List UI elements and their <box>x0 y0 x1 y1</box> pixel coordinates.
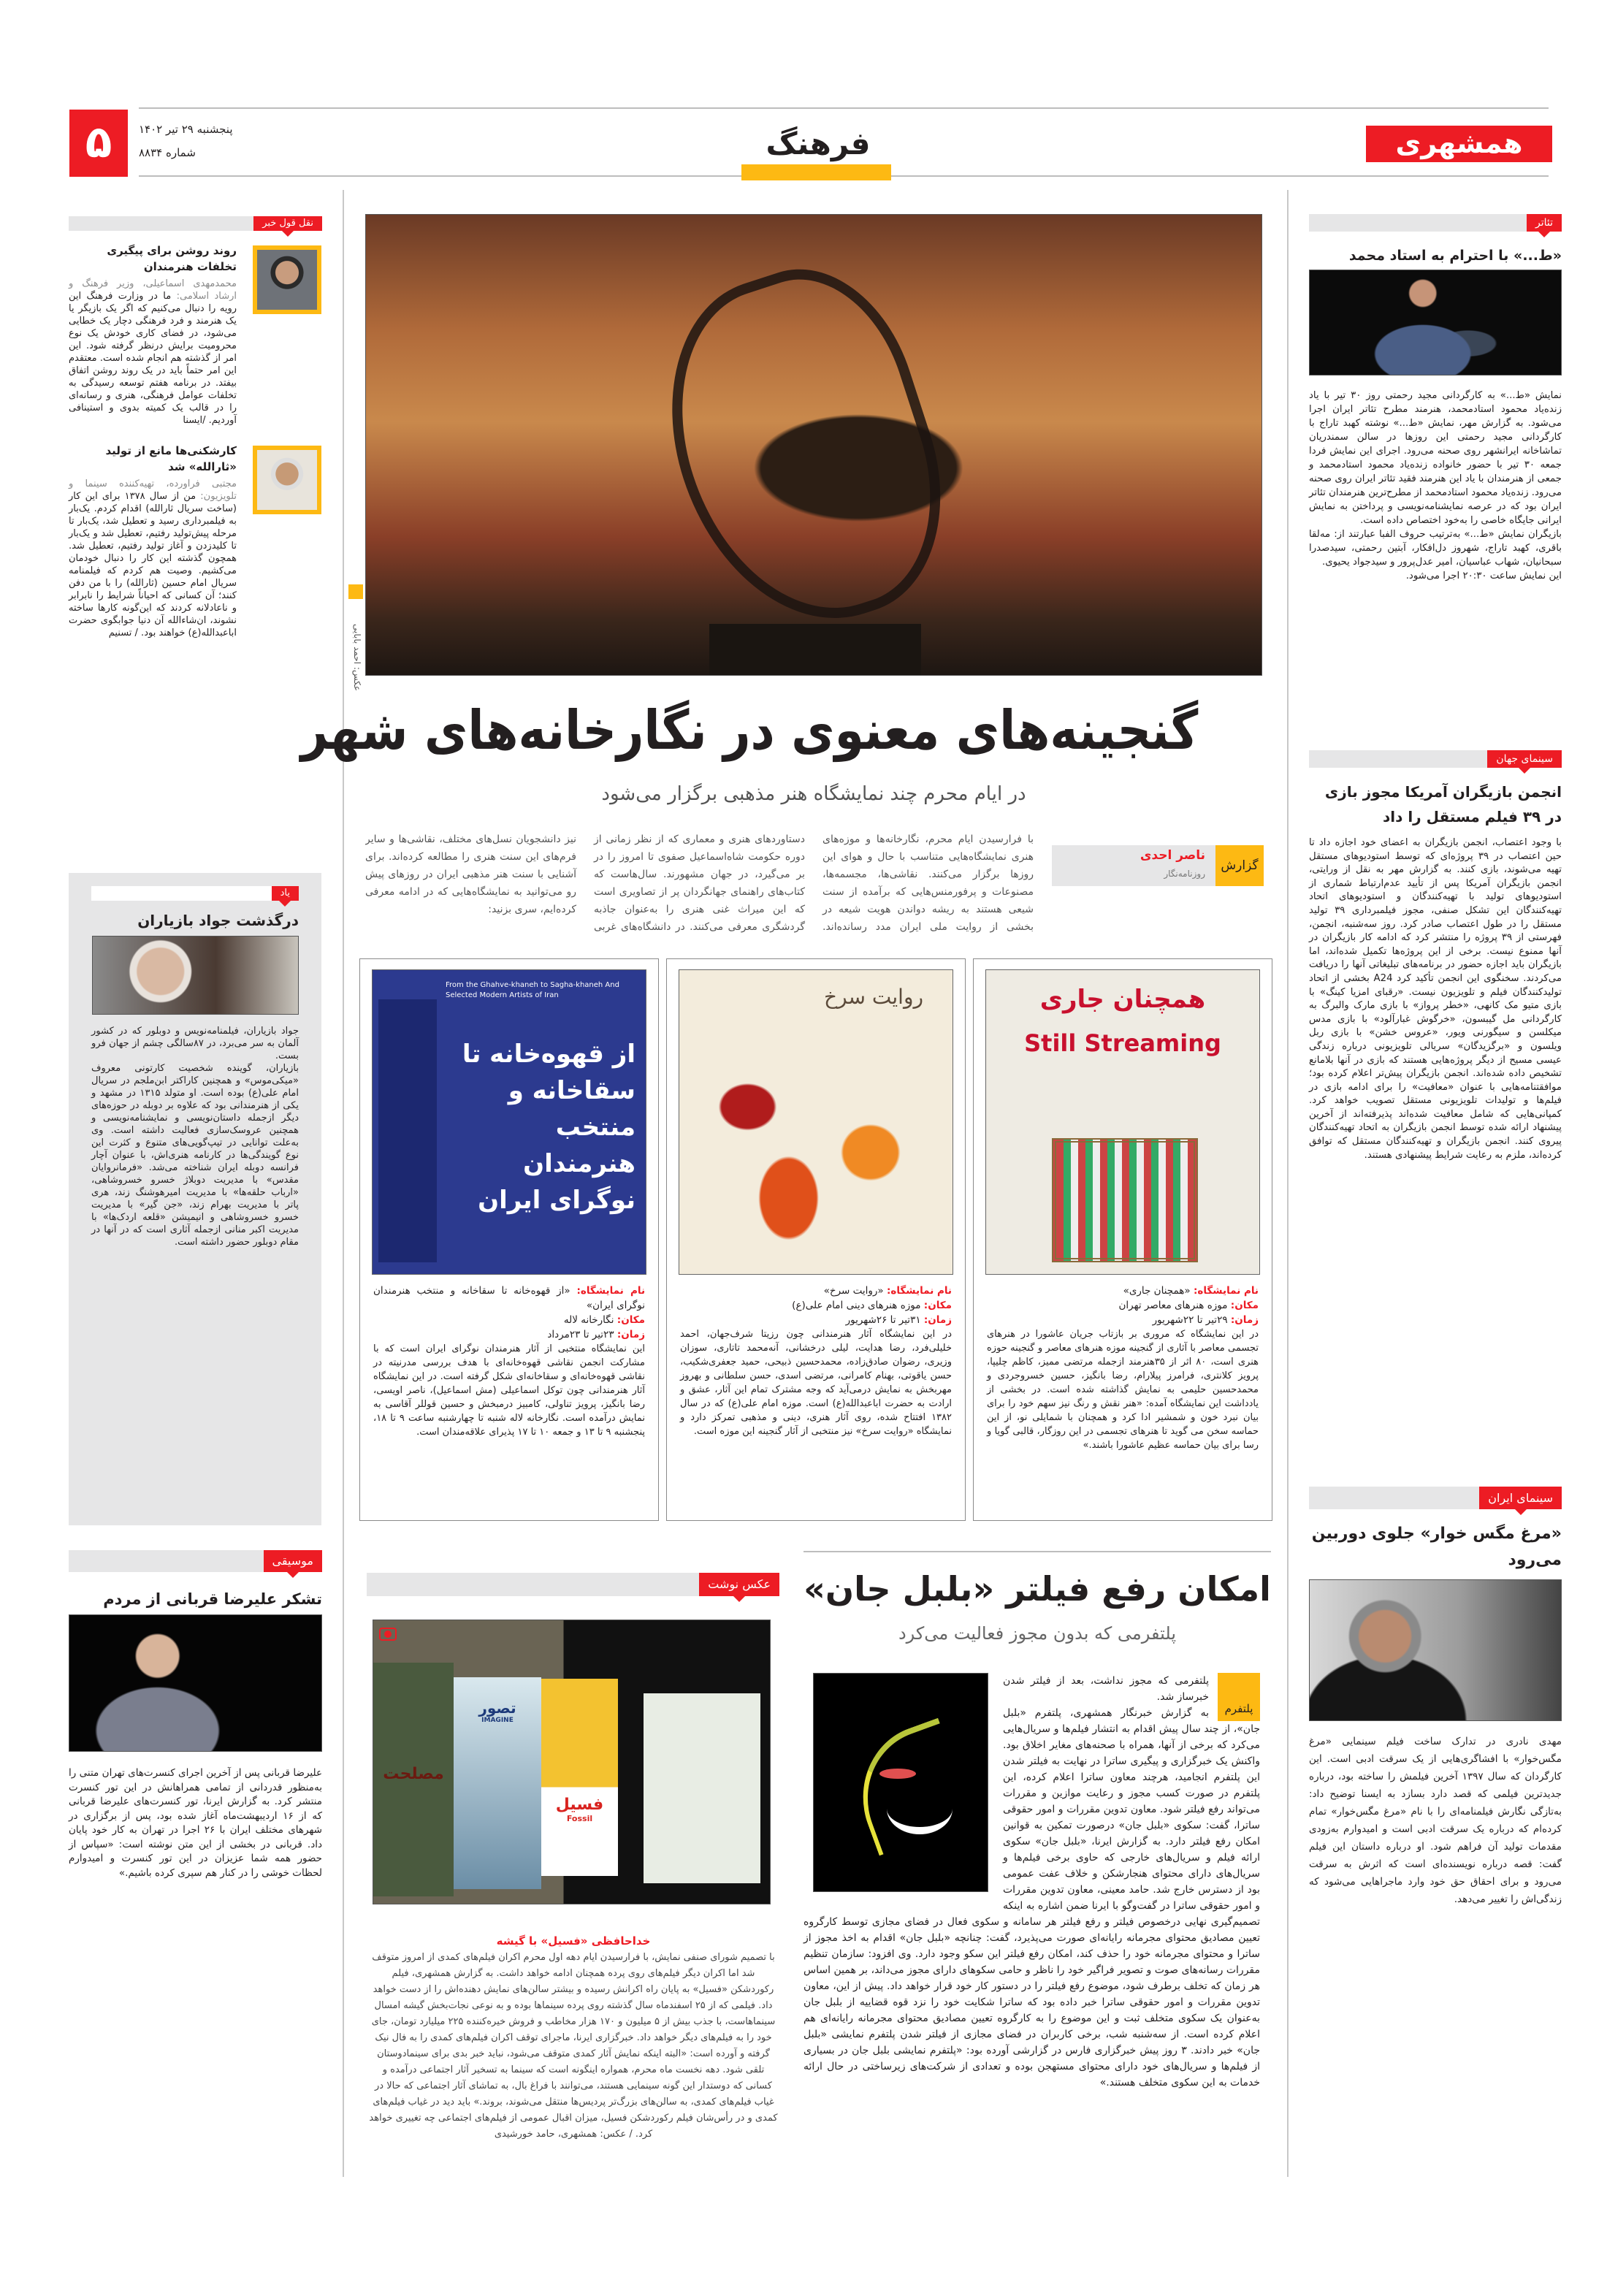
yad-box <box>69 873 321 1525</box>
bulbul-lead: پلتفرمی که مجوز نداشت، بعد از فیلتر شدن خبرساز شد. <box>1003 1675 1209 1703</box>
author-name: ناصر احدی <box>1140 848 1205 863</box>
field-label: نام نمایشگاه: <box>1193 1285 1259 1297</box>
report-kicker: گزارش <box>1215 845 1264 886</box>
exhibition-place: موزه هنرهای دینی امام علی(ع) <box>792 1300 921 1311</box>
poster-title-fa: همچنان جاری <box>1039 985 1206 1014</box>
music-headline: تشکر علیرضا قربانی از مردم <box>103 1590 322 1608</box>
poster-tasavor <box>454 1677 541 1889</box>
quotes-list <box>69 243 321 655</box>
main-headline: گنجینه‌های معنوی در نگارخانه‌های شهر <box>300 699 1199 762</box>
issue-number: شماره ۸۸۳۴ <box>139 146 196 159</box>
theater-headline: «ط...» با احترام به استاد محمد <box>1348 248 1562 264</box>
theater-photo <box>1309 270 1562 375</box>
field-label: زمان: <box>923 1314 952 1326</box>
section-label-photo-essay <box>367 1573 779 1596</box>
field-label: مکان: <box>617 1314 645 1326</box>
avatar-faravardeh <box>253 446 321 514</box>
poster-title-fa: از قهوه‌خانه تا سقاخانه و منتخب هنرمندان نوگرای ایران <box>462 1040 635 1215</box>
section-title: فرهنگ <box>766 126 871 161</box>
theater-paragraph: بازیگران نمایش «ط...» به‌ترتیب حروف الفبا عبارتند از: مه‌لقا باقری، کهبد تاراج، شهروز دل‌افکار، آبتین رحمتی، سیدصدرا سبحانیان، شهاب عباسیان، امیر عدل‌پرور و سیدجواد یحیوی. <box>1309 529 1562 568</box>
poster-maslahat: مصلحت <box>373 1663 454 1896</box>
yad-paragraph: جواد بازیاران، فیلمنامه‌نویس و دوبلور که در کشور آلمان به سر می‌برد، در ۸۷سالگی چشم از جهان فرو بست. <box>91 1026 299 1061</box>
bulbul-subtitle-wrap <box>804 1623 1271 1652</box>
camera-icon <box>379 1628 397 1641</box>
photo-caption: با تصمیم شورای صنفی نمایش، با فرارسیدن ایام دهه اول محرم اکران فیلم‌های کمدی از امروز متوقف شد اما اکران دیگر فیلم‌های روی پرده همچنان ادامه خواهد داشت. به گزارش همشهری، فیلم رکوردشکن «فسیل» به پایان راه اکرانش رسیده و بیشتر سالن‌های نمایش دهنده‌اش را از دست خواهد داد. فیلمی که از ۲۵ اسفندماه سال گذشته روی پرده سینماها بوده و به نوعی نجات‌بخش گیشه امسال سینماهاست، با جذب بیش از ۵ میلیون و ۱۷۰ هزار مخاطب و فروش خیره‌کننده ۲۲۵ میلیارد تومان، جای خود را به فیلم‌های دیگر خواهد داد. خبرگزاری ایرنا، ماجرای توقف اکران فیلم‌های کمدی را به فال نیک گرفته و آورده است: «البته اینکه نمایش آثار کمدی متوقف می‌شود، نباید خبر بدی برای سینمادوستان تلقی شود. دهه نخست ماه محرم، همواره اینگونه است که سینما به تسخیر آثار اجتماعی درآمده و کسانی که دوستدار این گونه سینمایی هستند، می‌توانند با فراغ بال، به تماشای آثار اجتماعی که حالا در غیاب فیلم‌های کمدی، به سالن‌های بزرگ‌تر پردیس‌ها منتقل می‌شوند، بروند.» باید دید در غیاب فیلم‌های کمدی و در رأس‌شان فیلم رکوردشکن فسیل، میزان اقبال عمومی از فیلم‌های اجتماعی چه تغییری خواهد کرد. / عکس: همشهری، حامد خورشیدی <box>369 1952 778 2140</box>
quote-body: من از سال ۱۳۷۸ برای این کار (ساخت سریال ثارالله) اقدام کردم. یک‌بار به فیلمبرداری رسید و تعطیل شد، یک‌بار تا مرحله پیش‌تولید رفتیم، تعطیل شد و یک‌بار تا کلیدزدن و آغاز تولید رفتیم، تعطیل شد. همچون گذشته این کار را دنبال خودمان می‌کشیم. وصیت هم کردم که فیلمنامه سریال امام حسین (ثارالله) را با من دفن کنند؛ آن کسانی که احیاناً شرایط را نابرابر و ناعادلانه کردند که این‌گونه کارها ساخته نشوند، ان‌شاءالله آن دنیا جوابگوی حضرت اباعبدالله(ع) خواهند بود. / تسنیم <box>69 491 237 638</box>
quote-body: ما در وزارت فرهنگ این رویه را دنبال می‌کنیم که اگر یک بازیگر یا یک هنرمند و فرد فرهنگی دچار یک خطایی می‌شود، در فضای کاری خودش یک نوع محرومیت برایش درنظر گرفته شود. این امر از گذشته هم انجام شده است. معتقدم این امر حتماً باید در یک روند روشن اتفاق بیفتد. در برنامه هفتم توسعه رسیدگی به تخلفات عوامل فرهنگی، هنری و رسانه‌ای را در قالب یک کمیته بدوی و استینافی آوردیم. /ایسنا <box>69 291 237 426</box>
quote-speaker: مجتبی فراورده، تهیه‌کننده سینما و تلویزیون: <box>69 478 237 502</box>
exhibition-name: «همچنان جاری» <box>1123 1285 1191 1297</box>
main-intro: با فرارسیدن ایام محرم، نگارخانه‌ها و موزه‌های هنری نمایشگاه‌هایی متناسب با حال و هوای این روزها برگزار می‌کنند. نقاشی‌ها، مجسمه‌ها، مصنوعات و پرفورمنس‌هایی که برآمده از سنت شیعی هستند به ریشه دواندن هویت شیعه در بخشی از روایت ملی ایران مدد رسانده‌اند. دستاوردهای هنری و معماری که از نظر زمانی از دوره حکومت شاه‌اسماعیل صفوی تا امروز را در بر می‌گیرد، در جهان مشهورند. سال‌هاست که کتاب‌های راهنمای جهانگردان پر از تصاویری است که این میراث غنی هنری را به‌عنوان جاذبه گردشگری معرفی می‌کنند. در دانشگاه‌های غربی نیز دانشجویان نسل‌های مختلف، نقاشی‌ها و سایر فرم‌های این سنت هنری را مطالعه کرده‌اند. برای آشنایی با سنت هنر مذهبی ایران در روزهای پیش رو می‌توانید به نمایشگاه‌هایی که در ادامه معرفی کرده‌ایم، سری بزنید: <box>365 834 1034 933</box>
field-label: زمان: <box>617 1329 645 1340</box>
iran-cinema-headline: «مرغ مگس خوار» جلوی دوربین می‌رود <box>1311 1525 1562 1569</box>
poster-title: فسیل <box>555 1796 604 1814</box>
quote-title: روند روشن برای پیگیری تخلفات هنرمندان <box>107 244 237 273</box>
exhibition-time: ۳۱تیر تا ۲۶شهریور <box>845 1314 921 1326</box>
photo-credit-marker <box>348 584 363 599</box>
yad-paragraph: بازیاران، گوینده شخصیت کارتونی معروف «میکی‌موس» و همچنین کاراکتر ابن‌ملجم در سریال امام علی(ع) بوده است. او متولد ۱۳۱۵ در مشهد و یکی از هنرمندانی بود که علاوه بر دوبله در حوزه‌های دیگر ازجمله داستان‌نویسی و نمایشنامه‌نویسی و همچنین عروسک‌سازی فعالیت داشته است. وی به‌علت توانایی در تیپ‌گویی‌های متنوع و کثرت این نوع گویندگی‌ها در کارنامه هنری‌اش، با عنوان آچار فرانسه دوبله ایران شناخته می‌شد. «فرمانروایان مقدس» با مدیریت دوبلاژ خسرو خسروشاهی، «ارباب حلقه‌ها» با مدیریت امیرهوشنگ زند، هری پاتر با مدیریت بهرام زند، «جن گیر» با مدیریت خسرو خسروشاهی و انیمیشن «قلعه اردک‌ها» با مدیریت اکبر منانی ازجمله آثاری است که در آنها در مقام دوبلور حضور داشته است. <box>91 1063 299 1248</box>
issue-date: پنجشنبه ۲۹ تیر ۱۴۰۲ <box>139 123 233 136</box>
exhibition-text: در این نمایشگاه که مروری بر بازتاب جریان عاشورا در هنرهای تجسمی معاصر با آثاری از گنجینه موزه هنرهای معاصر و گنجینه حوزه هنری است، ۸۰ اثر از ۳۵هنرمند ازجمله مرتضی ممیز، کاظم چلیپا، پرویز کلانتری، فرامرز پیلارام، رضا بانگیز، حسین خسروجردی و محمدحسین حلیمی به نمایش گذاشته شده است. در بخشی از یادداشت این نمایشگاه آمده: «هنر نقش و رنگ نیز سهم خود را برای بیان نبرد خون و شمشیر ادا کرد و همچنان با شمایلی نو، از این حماسه سخن می گوید تا هنرهای تجسمی در این روزگار، قالبی گویا و رسا برای بیان حماسه عظیم عاشورا باشند.» <box>987 1329 1259 1451</box>
poster-title-en: From the Ghahve-khaneh to Sagha-khaneh And Selected Modern Artists of Iran <box>446 981 619 999</box>
exhibition-card-ghahvekhaneh <box>359 958 659 1521</box>
theater-body <box>1309 389 1562 583</box>
iran-cinema-section <box>1309 1487 1562 1908</box>
yad-photo-bazyaran <box>92 936 299 1015</box>
section-label-yad <box>91 886 299 901</box>
section-tab: سینمای ایران <box>1479 1487 1562 1509</box>
section-label-world-cinema <box>1309 750 1562 768</box>
section-title-bar <box>741 164 891 180</box>
exhibition-time: ۲۳تیر تا ۲۳مرداد <box>547 1329 614 1340</box>
bulbul-logo-image <box>813 1673 988 1892</box>
section-tab: عکس نوشت <box>699 1573 779 1596</box>
field-label: مکان: <box>1230 1300 1259 1311</box>
quote-item <box>69 243 321 427</box>
yad-headline: درگذشت جواد بازیاران <box>137 912 299 929</box>
theater-paragraph: نمایش «ط...» به کارگردانی مجید رحمتی روز ۳۰ تیر با یاد زنده‌یاد محمود استادمحمد، هنرمند مطرح تئاتر ایران اجرا می‌شود. به گزارش مهر، نمایش «ط...» نوشته کهبد تاراج با کارگردانی مجید رحمتی این روزها در سالن سمندریان تماشاخانه ایرانشهر روی صحنه می‌رود. اجرای این نمایش فردا جمعه ۳۰ تیر با حضور خانواده زنده‌یاد محمود استادمحمد و جمعی از هنرمندان با یاد این هنرمند فقید تئاتر ایران روی صحنه می‌رود. زنده‌یاد محمود استادمحمد از مطرح‌ترین هنرمندان تئاتر ایران بود که در عرصه نمایشنامه‌نویسی و پرداختن به نمایش ایرانی جایگاه خاصی را به‌خود اختصاص داده است. <box>1309 390 1562 526</box>
theater-section <box>1309 214 1562 583</box>
photo-credit: عکس: احمد بابایی <box>352 623 362 691</box>
bulbul-kicker: پلتفرم <box>1218 1673 1260 1721</box>
main-headline-wrap <box>300 690 1262 771</box>
bulbul-body: به گزارش خبرنگار همشهری، پلتفرم «بلبل جان»، از چند سال پیش اقدام به انتشار فیلم‌ها و سریال‌هایی می‌کرد که برخی از آنها، همراه با صحنه‌های مغایر اخلاق بود. واکنش یک خبرگزاری و پیگیری ساترا در نهایت به فیلتر شدن این پلتفرم انجامید، هرچند معاون ساترا اعلام کرده، این پلتفرم در صورت کسب مجوز و رعایت موازین و مقررات می‌تواند رفع فیلتر شود. معاون تدوین مقررات و امور حقوقی ساترا، گفت: سکوی «بلبل جان» درصورت تمکین به قوانین امکان رفع فیلتر دارد. به گزارش ایرنا، «بلبل جان» سکوی ارائه فیلم و سریال‌های خارجی که حاوی برخی فیلم‌ها و سریال‌های دارای محتوای هنجارشکن و خلاف عفت عمومی بود از دسترس خارج شد. حامد معینی، معاون تدوین مقررات و امور حقوقی ساترا در گفت‌وگو با ایرنا ضمن اشاره به اینکه تصمیم‌گیری نهایی درخصوص فیلتر و رفع فیلتر هر سامانه و سکوی فعال در فضای مجازی توسط کارگروه تعیین مصادیق محتوای مجرمانه رایانه‌ای صورت می‌پذیرد، گفت: چنانچه «بلبل جان» اقدام به اخذ مجوز از ساترا و محتوای مجرمانه خود را حذف کند، امکان رفع فیلتر این سکو وجود دارد. وی افزود: سازمان تنظیم مقررات رسانه‌های صوت و تصویر فراگیر خود را ناظر و حامی سکوهای دارای مجوز می‌داند، بر همین اساس هر زمان که تخلف برطرف شود، موضوع رفع فیلتر را در دستور کار خود قرار خواهد داد. پیش از این، معاون تدوین مقررات و امور حقوقی ساترا خبر داده بود که ساترا شکایت خود را نزد قوه قضاییه از بلبل جان به‌عنوان یک سکوی متخلف ثبت و این موضوع را به کارگروه تعیین مصادیق محتوای مجرمانه رایانه‌ای هم اعلام کرده است. از سه‌شنبه شب، برخی کاربران در فضای مجازی از فیلتر شدن پلتفرم نمایشی «بلبل جان» خبر دادند. ۳ روز پیش خبرگزاری فارس در گزارشی آورده بود: «پلتفرم نمایشی بلبل جان در بسیاری از فیلم‌ها و سریال‌های خود دارای محتوای مستهجن بوده و تعدادی از شرکت‌های زیرساختی در حال ارائه خدمات به این سکوی متخلف هستند.» <box>804 1707 1261 2089</box>
quote-speaker: محمدمهدی اسماعیلی، وزیر فرهنگ و ارشاد اسلامی: <box>69 278 237 302</box>
main-subtitle-wrap <box>365 783 1262 812</box>
photo-caption-title: خداحافظی «فسیل» با گیشه <box>496 1934 651 1948</box>
quote-item <box>69 443 321 639</box>
music-body: علیرضا قربانی پس از آخرین اجرای کنسرت‌های تهران متنی را به‌منظور قدردانی از تمامی همراهانش در این تور کنسرت منتشر کرد. به گزارش ایرنا، تور کنسرت‌های علیرضا قربانی که از ۱۶ اردیبهشت‌ماه آغاز شده بود، پس از برگزاری در شهرهای مختلف ایران با ۲۶ اجرا در تهران به کار خود پایان داد. قربانی در بخشی از این متن نوشته است: «سپاس از حضور همه شما عزیزان در این تور کنسرت و امیدوارم لحظات خوشی را در کنار هم سپری کرده باشیم.» <box>69 1767 322 1879</box>
photo-essay-film-posters <box>373 1620 771 1904</box>
exhibition-text: این نمایشگاه منتخبی از آثار هنرمندان نوگرای ایران است که با مشارکت انجمن نقاشی قهوه‌خانه‌ای با هدف بررسی مدرنیته در نقاشی قهوه‌خانه‌ای و سقاخانه‌ای شکل گرفته است. در این نمایشگاه آثار هنرمندانی چون توکل اسماعیلی (مش اسماعیل)، ناصر اویسی، رضا بانگیز، پرویز تناولی، کامبیز درمبخش و حسین قوللر آقاسی به نمایش درآمده است. نگارخانه لاله شنبه تا چهارشنبه ساعت ۹ تا ۱۸، پنجشنبه ۹ تا ۱۳ و جمعه ۱۰ تا ۱۷ پذیرای علاقه‌مندان است. <box>373 1343 646 1438</box>
quote-text <box>69 478 237 639</box>
bulbul-article <box>804 1673 1260 2091</box>
exhibition-card-still-streaming <box>973 958 1272 1521</box>
section-label-theater <box>1309 214 1562 232</box>
section-label-quotes <box>69 216 322 231</box>
exhibition-card-revayat-sorkh <box>666 958 966 1521</box>
photo-caption-block <box>369 1932 778 2143</box>
bulbul-headline: امکان رفع فیلتر «بلبل جان» <box>804 1569 1271 1609</box>
exhibition-place: نگارخانه لاله <box>563 1314 614 1326</box>
exhibition-place: موزه هنرهای معاصر تهران <box>1118 1300 1228 1311</box>
poster-title-en: IMAGINE <box>481 1717 514 1724</box>
quote-text <box>69 278 237 427</box>
poster-title-en: Still Streaming <box>1024 1029 1221 1057</box>
exhibition-name: «از قهوه‌خانه تا سقاخانه و منتخب هنرمندان نوگرای ایران» <box>373 1285 645 1311</box>
yad-body <box>91 1025 299 1248</box>
poster-ghahvekhaneh <box>372 969 646 1275</box>
field-label: مکان: <box>923 1300 952 1311</box>
main-subtitle: در ایام محرم چند نمایشگاه هنر مذهبی برگزار می‌شود <box>601 783 1026 805</box>
newspaper-logo[interactable]: همشهری <box>1366 126 1552 162</box>
poster-title-fa: روایت سرخ <box>824 985 923 1009</box>
main-photo-calligraphy-sculpture <box>365 214 1262 676</box>
section-tab: موسیقی <box>264 1550 323 1572</box>
section-tab: سینمای جهان <box>1487 750 1562 768</box>
world-cinema-headline: انجمن بازیگران آمریکا مجوز بازی در ۳۹ فیلم مستقل را داد <box>1324 783 1562 825</box>
exhibition-name: «روایت سرخ» <box>823 1285 884 1297</box>
poster-title-en: Fossil <box>566 1814 593 1823</box>
section-tab: یاد <box>272 886 299 901</box>
field-label: زمان: <box>1230 1314 1259 1326</box>
section-label-music <box>69 1550 322 1572</box>
field-label: نام نمایشگاه: <box>576 1285 646 1297</box>
poster-title: تصور <box>478 1699 516 1717</box>
exhibition-time: ۲۹تیر تا ۲۲شهریور <box>1152 1314 1228 1326</box>
avatar-esmaeili <box>253 245 321 314</box>
iran-cinema-body: مهدی نادری در تدارک ساخت فیلم سینمایی «مرغ مگس‌خوار» با افشاگری‌هایی از یک سرقت ادبی است. این کارگردان که سال ۱۳۹۷ آخرین فیلمش را ساخته بود، درباره جدیدترین فیلمی که قصد دارد بسازد به ایسنا توضیح داد: به‌تازگی نگارش فیلمنامه‌ای را با نام «مرغ مگس‌خوار» تمام کرده‌ام که درباره یک سرقت ادبی است و امیدوارم به‌زودی مقدمات تولید آن فراهم شود. او درباره داستان این فیلم گفت: قصه درباره نویسنده‌ای است که اثرش به سرقت می‌رود و برای احقاق حق خود وارد ماجراهایی می‌شود که زندگی‌اش را تغییر می‌دهد. <box>1309 1736 1562 1905</box>
section-tab: تئاتر <box>1527 214 1562 232</box>
poster-fossil <box>541 1679 618 1876</box>
section-label-iran-cinema <box>1309 1487 1562 1509</box>
poster-revayat-sorkh <box>679 969 953 1275</box>
poster-still-streaming <box>985 969 1260 1275</box>
field-label: نام نمایشگاه: <box>886 1285 952 1297</box>
world-cinema-body: با وجود اعتصاب، انجمن بازیگران به اعضای خود اجازه داد تا حین اعتصاب در ۳۹ پروژه‌ای که توسط استودیوهای مستقل تهیه می‌شوند، بازی کنند. به گزارش مهر به نقل از ورایتی، انجمن بازیگران آمریکا پس از تأیید عدم‌ارتباط شماری از استودیوهای تولید با تهیه‌کنندگان و استودیوهای اتحاد تهیه‌کنندگان این تشکل صنفی، مجوز فیلمبرداری ۳۹ تولید مستقل را در طول اعتصاب صادر کرد. روز سه‌شنبه، انجمن، فهرستی از ۳۹ پروژه را منتشر کرد که ادامه کار بازیگران در آنها ممنوع نیست. برخی از این پروژه‌ها تکمیل شده‌اند، اما بازیگران باید اجازه حضور در برنامه‌های تبلیغاتی آنها را دریافت می‌کردند. سخنگوی این انجمن تأکید کرد A24 بخشی از اتحاد تولیدکنندگان فیلم و تلویزیون نیست. «رقبای امزیا کینگ» با بازی متیو مک کانهی، «خطر پرواز» با بازی مارک والبرگ به کارگردانی مل گیبسون، «خرگوش غبارآلود» با بازی مدس میکلسن و سیگورنی ویور، «عروس خشن» با بازی ربل ویلسون و «برگزیدگان» سریالی تلویزیونی درباره زندگی عیسی مسیح از دیگر پروژه‌هایی هستند که بازی در آنها بلامانع تشخیص داده شده‌اند. انجمن بازیگران پیش‌تر اعلام کرده بود؛ موافقتنامه‌هایی با عنوان «معافیت» را برای ادامه بازی در فیلم‌ها و تولیدات تلویزیونی مستقل تصویب خواهد کرد. کمپانی‌هایی که شامل معافیت شده‌اند پذیرفته‌اند از آخرین پیشنهاد ارائه شده توسط انجمن بازیگران به اتحاد تهیه‌کنندگان پیروی کنند. انجمن بازیگران و تهیه‌کنندگان مستقل که توافق کرده‌اند، ملزم به رعایت شرایط پیشنهادی هستند. <box>1309 837 1562 1161</box>
bulbul-subtitle: پلتفرمی که بدون مجوز فعالیت می‌کرد <box>898 1623 1177 1644</box>
author-role: روزنامه‌نگار <box>1164 869 1205 879</box>
world-cinema-section <box>1309 750 1562 1162</box>
bulbul-headline-wrap <box>804 1563 1271 1614</box>
section-tab: نقل قول خبر <box>253 216 322 231</box>
page-number: ۵ <box>69 110 128 177</box>
iran-cinema-photo-naderi <box>1309 1579 1562 1721</box>
music-section <box>69 1550 322 1880</box>
theater-paragraph: این نمایش ساعت ۲۰:۳۰ اجرا می‌شود. <box>1405 571 1562 581</box>
exhibition-text: در این نمایشگاه آثار هنرمندانی چون رزیتا شرف‌جهان، احمد خلیلی‌فرد، رضا هدایت، لیلی درخشانی، آنه‌محمد تاتاری، سوزان وزیری، رضوان صادق‌زاده، محمدحسین ذبیحی، حمید جعفری‌شکیب، حسن یاقوتی، بهنام کامرانی، مرتضی اسدی، حسن سلطانی و بهروز مهربخش به نمایش درمی‌آید که وجه مشترک تمام این آثار، عشق و ارادت به حضرت اباعبدالله(ع) است. موزه امام علی(ع) که در سال ۱۳۸۲ افتتاح شده، روی آثار هنری، دینی و مذهبی تمرکز دارد و نمایشگاه «روایت سرخ» نیز منتخبی از آثار گنجینه این موزه است. <box>680 1329 952 1437</box>
quote-title: کارشکنی‌ها مانع از تولید «ثارالله» شد <box>105 444 237 473</box>
music-photo-ghorbani <box>69 1614 322 1752</box>
